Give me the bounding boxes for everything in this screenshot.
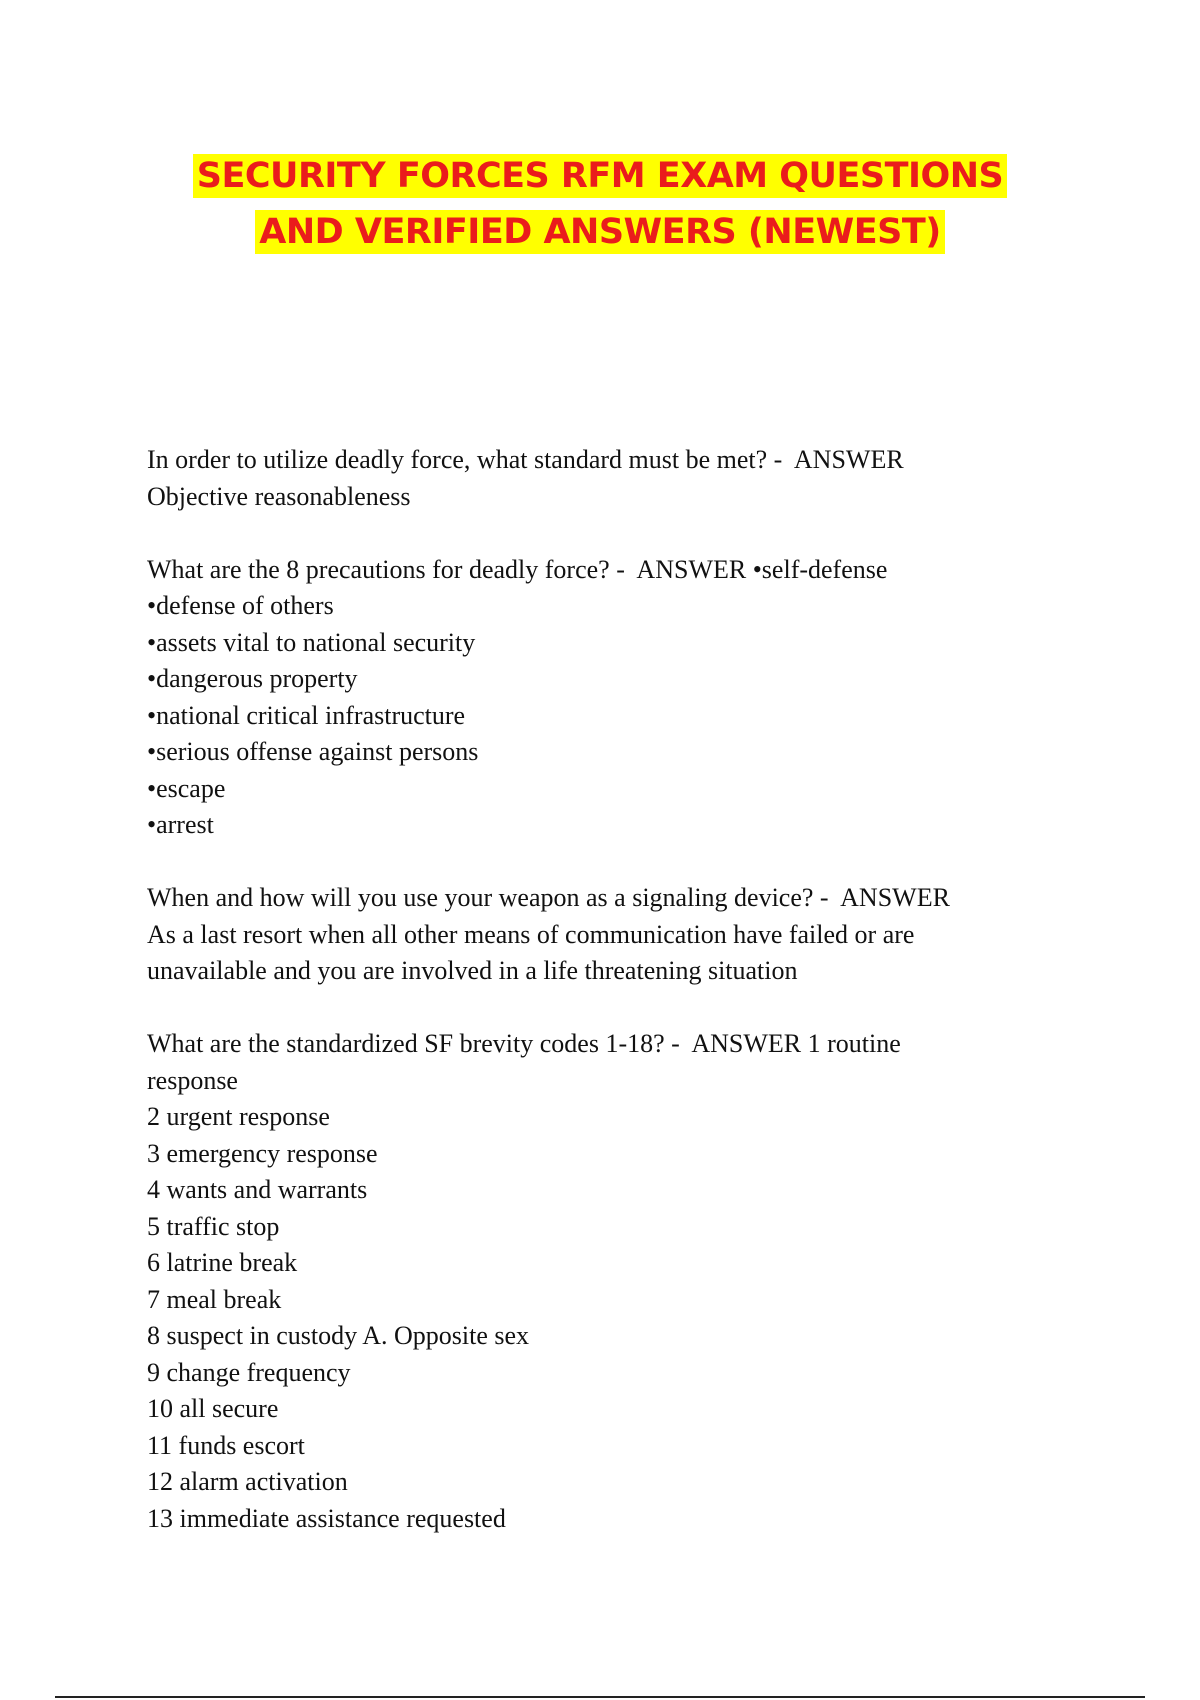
answer-line: 10 all secure — [147, 1394, 279, 1423]
answer-line: •arrest — [147, 810, 214, 839]
question-line: When and how will you use your weapon as a signaling device? - ANSWER — [147, 883, 950, 912]
answer-line: 7 meal break — [147, 1284, 282, 1314]
answer-line: •defense of others — [147, 591, 334, 620]
title-line-2: AND VERIFIED ANSWERS (NEWEST) — [255, 210, 944, 254]
title-line-1: SECURITY FORCES RFM EXAM QUESTIONS — [193, 154, 1008, 198]
question-line: In order to utilize deadly force, what standard must be met? - ANSWER — [147, 445, 904, 474]
document-title — [0, 148, 1200, 260]
answer-line: •national critical infrastructure — [147, 700, 466, 730]
answer-line: •serious offense against persons — [147, 737, 479, 766]
answer-line: 13 immediate assistance requested — [147, 1503, 506, 1533]
answer-line: 6 latrine break — [147, 1248, 298, 1277]
answer-line: 8 suspect in custody A. Opposite sex — [147, 1321, 530, 1350]
question-line: What are the 8 precautions for deadly force? - ANSWER •self-defense — [147, 554, 888, 584]
qa-block-2 — [147, 552, 1047, 844]
question-line: What are the standardized SF brevity codes 1-18? - ANSWER 1 routine — [147, 1029, 901, 1058]
qa-block-4 — [147, 1026, 1047, 1537]
answer-line: 3 emergency response — [147, 1138, 378, 1168]
qa-block-1 — [147, 442, 1047, 515]
answer-line: 12 alarm activation — [147, 1467, 348, 1496]
answer-line: 11 funds escort — [147, 1430, 305, 1460]
answer-line: response — [147, 1065, 238, 1095]
answer-line: •escape — [147, 773, 226, 803]
answer-line: 2 urgent response — [147, 1102, 330, 1131]
answer-line: •dangerous property — [147, 664, 358, 693]
answer-line: Objective reasonableness — [147, 481, 411, 511]
qa-block-3 — [147, 880, 1047, 990]
bottom-divider — [55, 1696, 1145, 1698]
answer-line: •assets vital to national security — [147, 627, 476, 657]
answer-line: 5 traffic stop — [147, 1211, 280, 1241]
answer-line: 4 wants and warrants — [147, 1175, 368, 1204]
document-body — [147, 442, 1047, 1574]
answer-line: 9 change frequency — [147, 1357, 351, 1387]
answer-line: unavailable and you are involved in a life threatening situation — [147, 956, 798, 985]
answer-line: As a last resort when all other means of communication have failed or are — [147, 919, 915, 949]
